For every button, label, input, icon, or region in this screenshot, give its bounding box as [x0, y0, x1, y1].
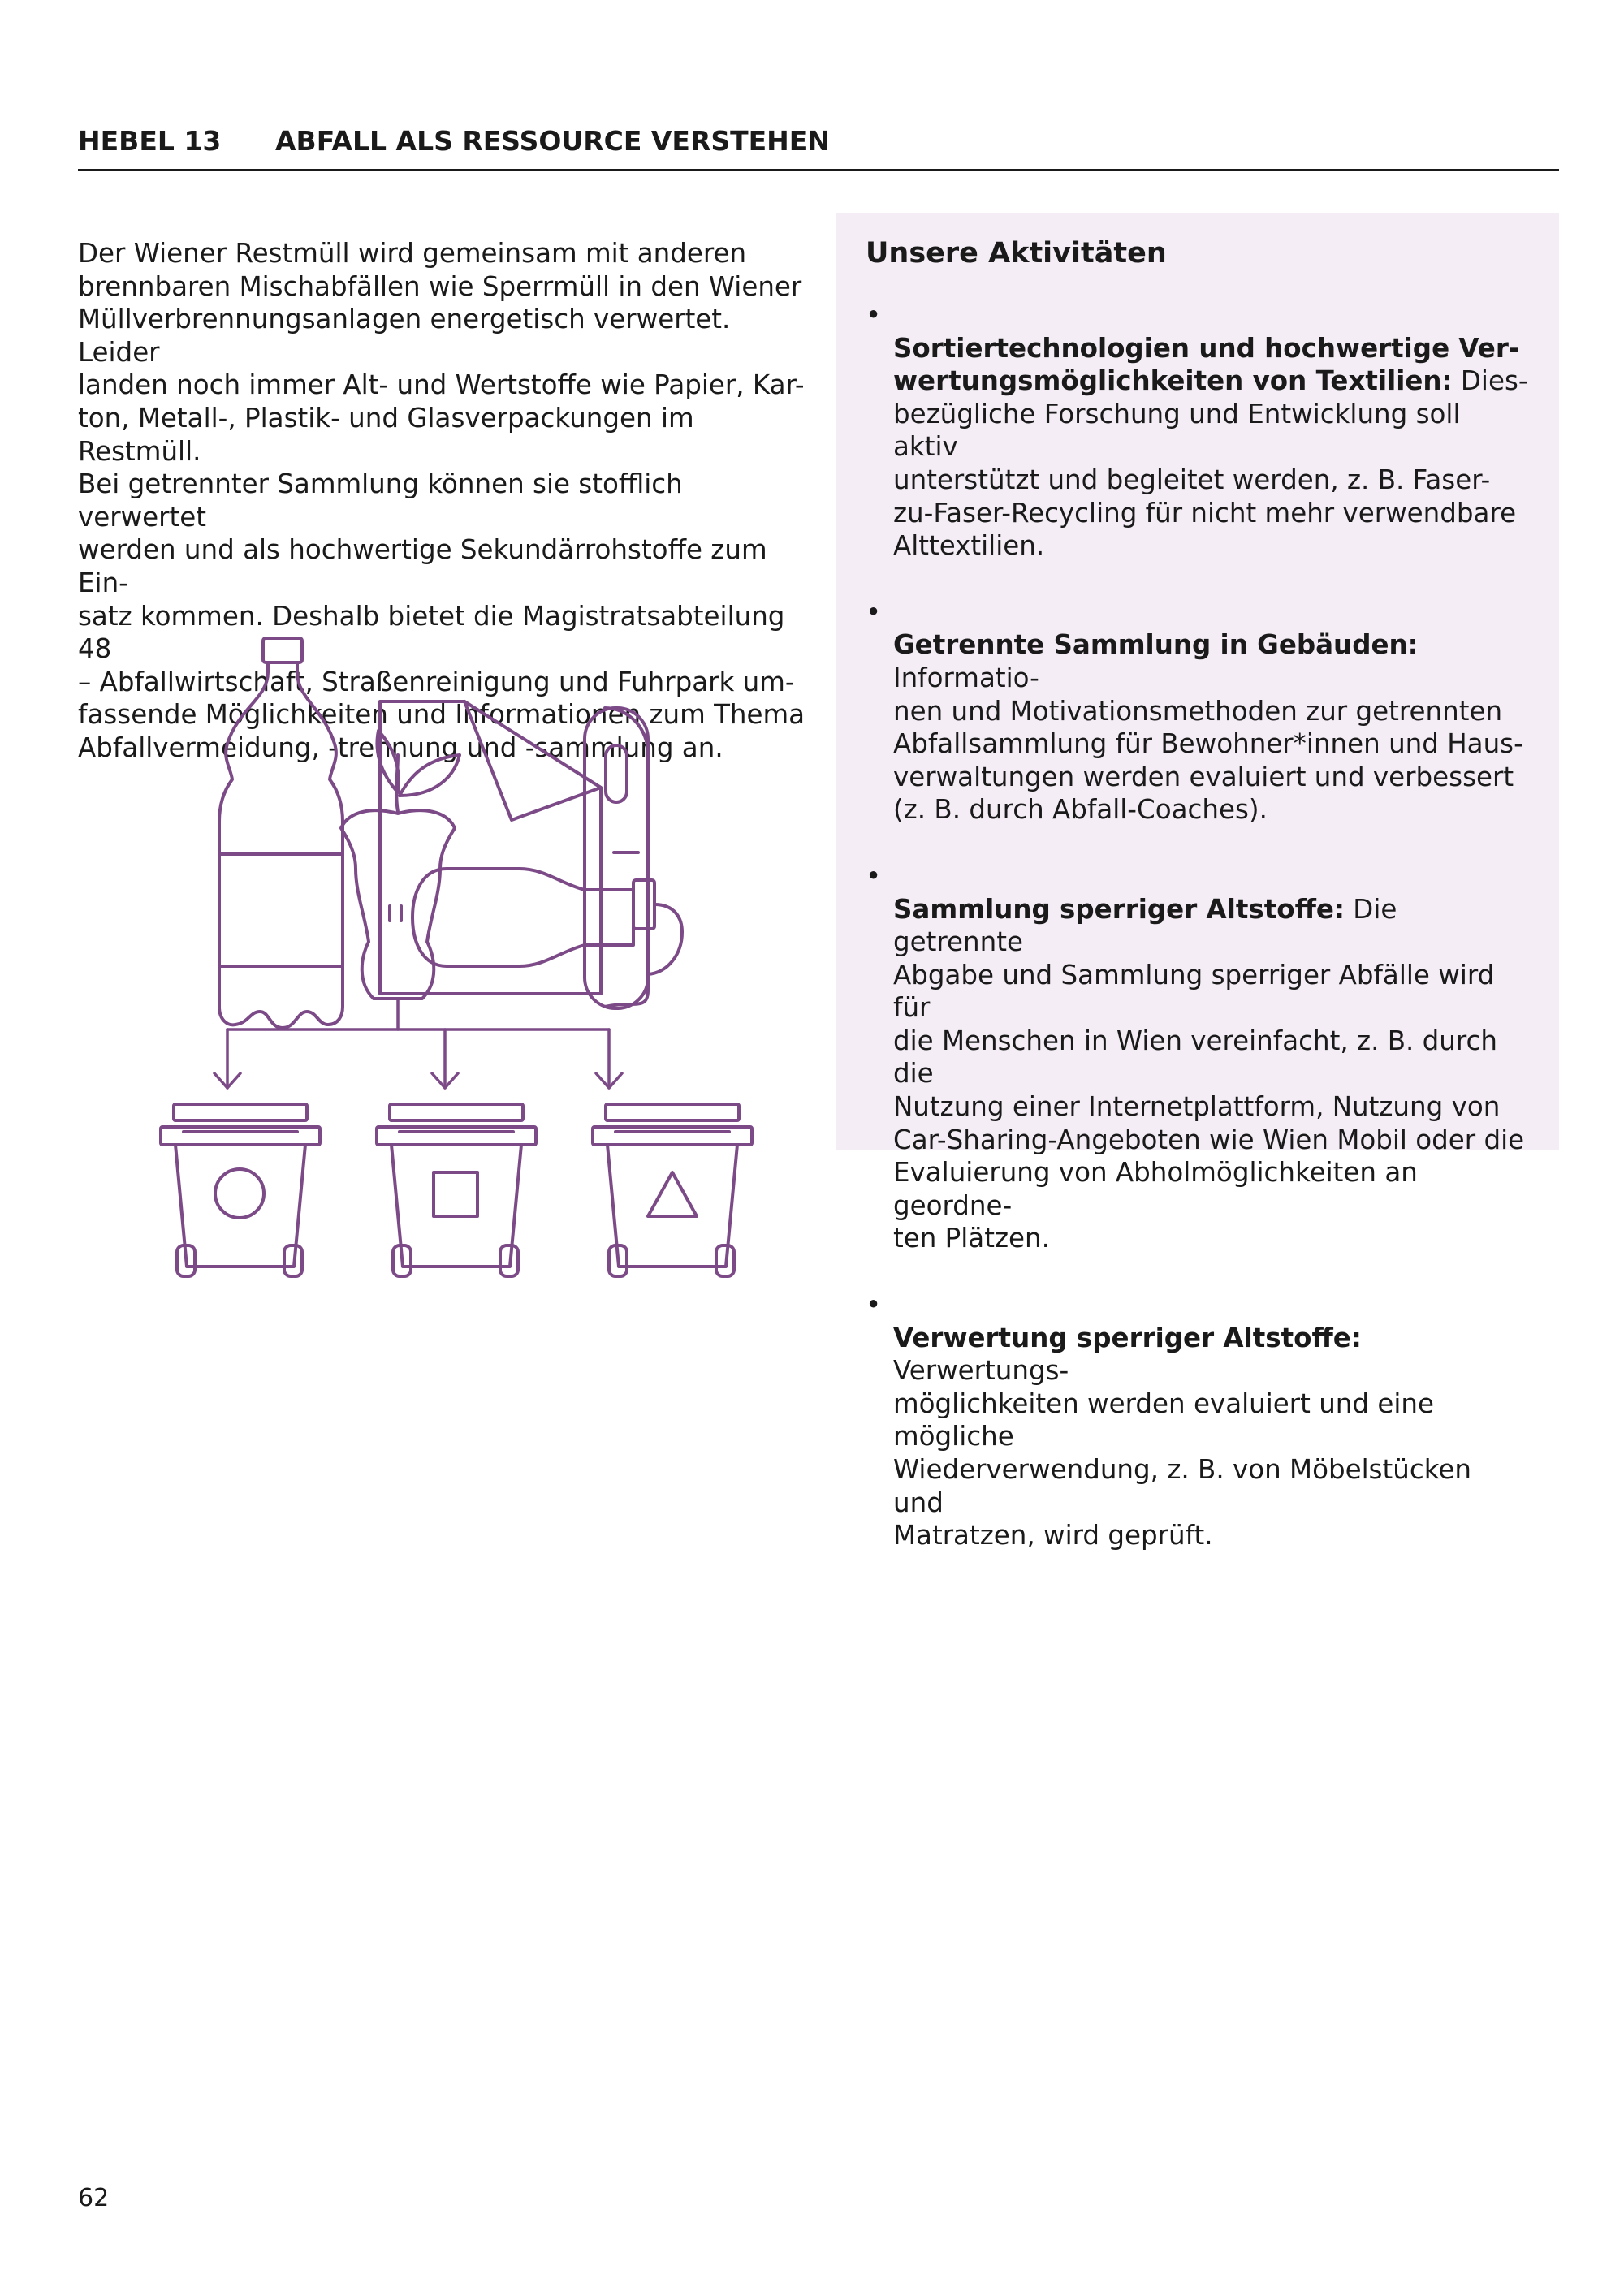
bin-circle-icon: [161, 1104, 320, 1276]
item-heading: Sortiertechnologien und hochwertige Ver- wertungsmöglichkeiten von Textilien:: [893, 332, 1520, 397]
page-header: [78, 123, 1559, 171]
bullet-icon: •: [866, 300, 882, 330]
page-number: 62: [78, 2184, 110, 2212]
list-item: [866, 299, 1530, 563]
item-heading: Verwertung sperriger Altstoffe:: [893, 1322, 1362, 1353]
distribution-arrows: [214, 999, 622, 1088]
list-item: [866, 1288, 1530, 1552]
bin-triangle-icon: [593, 1104, 752, 1276]
section-title: ABFALL ALS RESSOURCE VERSTEHEN: [275, 125, 830, 157]
bullet-icon: •: [866, 596, 882, 628]
glass-bottle-icon: [412, 869, 682, 974]
bin-square-icon: [377, 1104, 536, 1276]
apple-core-icon: [341, 731, 460, 999]
plastic-bottle-icon: [219, 638, 343, 1028]
item-heading: Getrennte Sammlung in Gebäuden:: [893, 629, 1419, 661]
bullet-icon: •: [866, 1289, 882, 1321]
bullet-icon: •: [866, 860, 882, 891]
lever-label: HEBEL 13: [78, 125, 222, 157]
item-text: Die getrennte Abgabe und Sammlung sperriger Abfälle wird für die Menschen in Wien vereinfacht, z. B. durch die Nutzung einer Internetplattform, Nutzung von Car-Sharing-Angeboten wie Wien Mobil oder die Evaluierung von Abholmöglichkeiten an geordne- ten Plätzen.: [893, 893, 1525, 1254]
list-item: [866, 596, 1530, 826]
item-text: Informatio- nen und Motivationsmethoden zur getrennten Abfallsammlung für Bewohner*innen und Haus- verwaltungen werden evaluiert und verbessert (z. B. durch Abfall-Coaches).: [893, 662, 1523, 826]
item-text: Dies- bezügliche Forschung und Entwicklung soll aktiv unterstützt und begleitet werden, z. B. Faser- zu-Faser-Recycling für nicht mehr verwendbare Alttextilien.: [893, 365, 1528, 562]
activities-panel: [836, 213, 1559, 1552]
activities-list: [866, 299, 1530, 1552]
waste-separation-illustration: [154, 633, 755, 1283]
item-heading: Sammlung sperriger Altstoffe:: [893, 893, 1345, 925]
item-text: Verwertungs- möglichkeiten werden evaluiert und eine mögliche Wiederverwendung, z. B. von Möbelstücken und Matratzen, wird geprüft.: [893, 1355, 1472, 1552]
activities-title: Unsere Aktivitäten: [866, 237, 1167, 270]
can-icon: [585, 708, 648, 1008]
intro-paragraph: Der Wiener Restmüll wird gemeinsam mit anderen brennbaren Mischabfällen wie Sperrmüll in den Wiener Müllverbrennungsanlagen energetisch verwertet. Leider landen noch immer Alt- und Wertstoffe wie Papier, Kar- ton, Metall-, Plastik- und Glasverpackungen im Restmüll. Bei getrennter Sammlung können sie stofflich verwertet werden und als hochwertige Sekundärrohstoffe zum Ein- satz kommen. Deshalb bietet die Magistratsabteilung 48 – Abfallwirtschaft, Straßenreinigung und Fuhrpark um- fassende Möglichkeiten und Informationen zum Thema Abfallvermeidung, -trennung und -sammlung an.: [78, 238, 806, 763]
list-item: [866, 860, 1530, 1255]
